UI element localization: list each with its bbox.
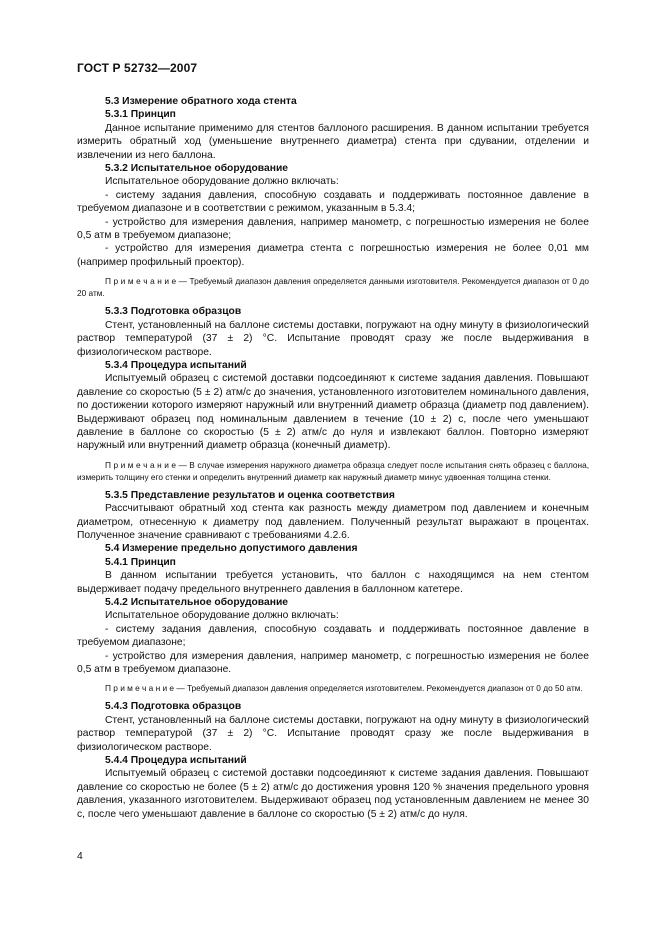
section-5-3-3-heading: 5.3.3 Подготовка образцов [105, 306, 242, 318]
section-5-4-2-text: Испытательное оборудование должно включать: [105, 610, 339, 622]
section-5-3-1-text: Данное испытание применимо для стентов баллоного расширения. В данном испытании требуется измерить обратный ход (уменьшение внутреннего диаметра) стента при сдувании, отделении и извлечении из него баллона. [77, 122, 589, 161]
note: П р и м е ч а н и е — Требуемый диапазон давления определяется изготовителем. Рекомендуется диапазон от 0 до 50 атм. [105, 683, 583, 694]
section-5-3-3-text: Стент, установленный на баллоне системы доставки, погружают на одну минуту в физиологический раствор температурой (37 ± 2) °С. Испытание проводят сразу же после выдерживания в физиологическом растворе. [77, 319, 589, 358]
list-item: - устройство для измерения давления, например манометр, с погрешностью измерения не более 0,5 атм в требуемом диапазоне; [77, 216, 589, 242]
section-5-3-1-heading: 5.3.1 Принцип [105, 109, 176, 121]
list-item: - систему задания давления, способную создавать и поддерживать постоянное давление в требуемом диапазоне и в соответствии с режимом, указанным в 5.3.4; [77, 189, 589, 215]
page-number: 4 [77, 851, 83, 862]
section-5-4-3-heading: 5.4.3 Подготовка образцов [105, 701, 242, 713]
document-header: ГОСТ Р 52732—2007 [77, 61, 198, 75]
note: П р и м е ч а н и е — Требуемый диапазон давления определяется данными изготовителя. Рекомендуется диапазон от 0 до 20 атм. [77, 276, 589, 299]
section-5-3-5-heading: 5.3.5 Представление результатов и оценка соответствия [105, 489, 395, 501]
section-5-4-4-heading: 5.4.4 Процедура испытаний [105, 755, 247, 767]
section-5-3-2-heading: 5.3.2 Испытательное оборудование [105, 163, 288, 175]
note: П р и м е ч а н и е — В случае измерения наружного диаметра образца следует после испытания снять образец с баллона, измерить толщину его стенки и определить внутренний диаметр как наружный диаметр минус удвоенная толщина стенки. [77, 459, 589, 482]
section-5-4-3-text: Стент, установленный на баллоне системы доставки, погружают на одну минуту в физиологический раствор температурой (37 ± 2) °С. Испытание проводят сразу же после выдерживания в физиологическом растворе. [77, 714, 589, 753]
section-5-4-1-heading: 5.4.1 Принцип [105, 556, 176, 568]
section-5-3-2-text: Испытательное оборудование должно включать: [105, 176, 339, 188]
section-5-3-4-heading: 5.3.4 Процедура испытаний [105, 359, 247, 371]
section-5-3-5-text: Рассчитывают обратный ход стента как разность между диаметром под давлением и конечным диаметром, отнесенную к диаметру под давлением. Полученный результат выражают в процентах. Полученное значение сравнивают с требованиями 4.2.6. [77, 503, 589, 541]
list-item: - систему задания давления, способную создавать и поддерживать постоянное давление в требуемом диапазоне; [77, 623, 589, 649]
list-item: - устройство для измерения давления, например манометр, с погрешностью измерения не более 0,5 атм в требуемом диапазоне. [77, 650, 589, 676]
section-5-3-4-text: Испытуемый образец с системой доставки подсоединяют к системе задания давления. Повышают давление со скоростью (5 ± 2) атм/с до значения, установленного изготовителем номинального давления, по достижении которого измеряют наружный или внутренний диаметр образца (диаметр под давлением). Выдерживают образец под номинальным давлением в течение (10 ± 2) с, после чего уменьшают давление в баллоне со скоростью (5 ± 2) атм/с до нуля и извлекают баллон. Повторно измеряют наружный или внутренний диаметр образца (конечный диаметр). [77, 373, 589, 452]
section-5-4-heading: 5.4 Измерение предельно допустимого давления [105, 543, 358, 555]
page-body [77, 95, 589, 821]
section-5-4-2-heading: 5.4.2 Испытательное оборудование [105, 597, 288, 608]
section-5-4-4-text: Испытуемый образец с системой доставки подсоединяют к системе задания давления. Повышают давление со скоростью не более (5 ± 2) атм/с до достижения уровня 120 % значения предельного уровня давления, указанного изготовителем. Выдерживают образец под установленным давлением не менее 30 с, после чего уменьшают давление в баллоне со скоростью (5 ± 2) атм/с до нуля. [77, 768, 589, 820]
section-5-4-1-text: В данном испытании требуется установить, что баллон с находящимся на нем стентом выдерживает подачу предельного внутреннего давления в баллонном катетере. [77, 570, 589, 595]
list-item: - устройство для измерения диаметра стента с погрешностью измерения не более 0,01 мм (например профильный проектор). [77, 243, 589, 268]
section-5-3-heading: 5.3 Измерение обратного хода стента [105, 96, 297, 107]
